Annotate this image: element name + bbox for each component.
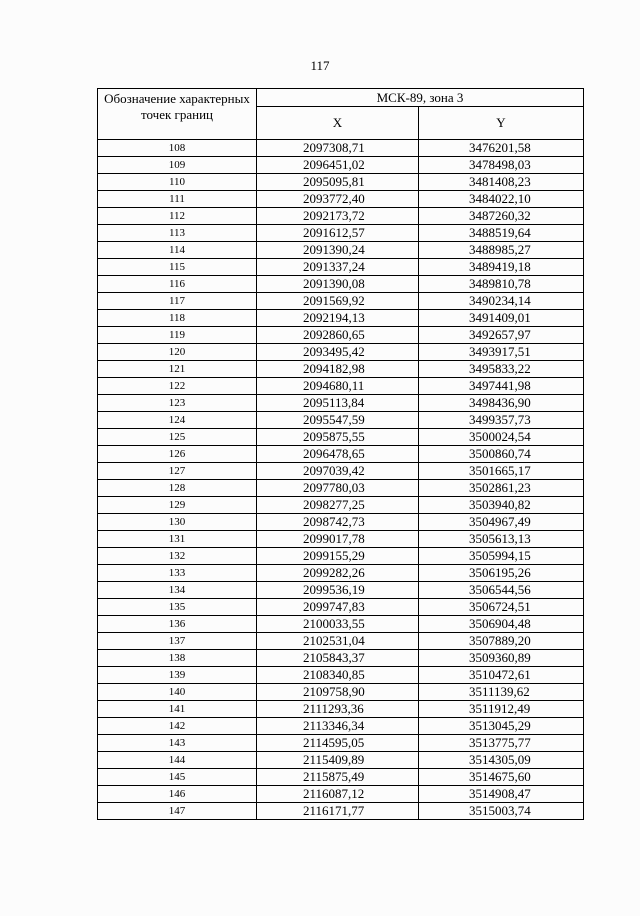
- table-row: [98, 582, 584, 599]
- y-coordinate: 3500024,54: [419, 429, 584, 446]
- header-designation: Обозначение характерных точек границ: [98, 89, 257, 140]
- x-coordinate: 2094680,11: [257, 378, 419, 395]
- y-coordinate: 3500860,74: [419, 446, 584, 463]
- y-coordinate: 3497441,98: [419, 378, 584, 395]
- table-row: [98, 701, 584, 718]
- y-coordinate: 3476201,58: [419, 140, 584, 157]
- y-coordinate: 3489810,78: [419, 276, 584, 293]
- y-coordinate: 3481408,23: [419, 174, 584, 191]
- x-coordinate: 2095547,59: [257, 412, 419, 429]
- y-coordinate: 3504967,49: [419, 514, 584, 531]
- x-coordinate: 2093495,42: [257, 344, 419, 361]
- point-number: 137: [98, 633, 257, 650]
- table-row: [98, 276, 584, 293]
- y-coordinate: 3489419,18: [419, 259, 584, 276]
- table-row: [98, 599, 584, 616]
- point-number: 125: [98, 429, 257, 446]
- table-row: [98, 480, 584, 497]
- x-coordinate: 2105843,37: [257, 650, 419, 667]
- point-number: 146: [98, 786, 257, 803]
- table-row: [98, 293, 584, 310]
- point-number: 127: [98, 463, 257, 480]
- table-row: [98, 667, 584, 684]
- y-coordinate: 3515003,74: [419, 803, 584, 820]
- table-row: [98, 174, 584, 191]
- table-row: [98, 361, 584, 378]
- y-coordinate: 3478498,03: [419, 157, 584, 174]
- table-row: [98, 769, 584, 786]
- x-coordinate: 2099282,26: [257, 565, 419, 582]
- table-row: [98, 565, 584, 582]
- y-coordinate: 3498436,90: [419, 395, 584, 412]
- table-row: [98, 497, 584, 514]
- table-row: [98, 514, 584, 531]
- coordinates-table: [97, 88, 584, 820]
- point-number: 120: [98, 344, 257, 361]
- x-coordinate: 2091612,57: [257, 225, 419, 242]
- table-row: [98, 395, 584, 412]
- point-number: 141: [98, 701, 257, 718]
- point-number: 114: [98, 242, 257, 259]
- y-coordinate: 3502861,23: [419, 480, 584, 497]
- y-coordinate: 3501665,17: [419, 463, 584, 480]
- point-number: 132: [98, 548, 257, 565]
- x-coordinate: 2115875,49: [257, 769, 419, 786]
- table-row: [98, 803, 584, 820]
- y-coordinate: 3514908,47: [419, 786, 584, 803]
- y-coordinate: 3514305,09: [419, 752, 584, 769]
- x-coordinate: 2091390,08: [257, 276, 419, 293]
- table-row: [98, 531, 584, 548]
- point-number: 111: [98, 191, 257, 208]
- table-row: [98, 327, 584, 344]
- table-row: [98, 378, 584, 395]
- table-row: [98, 344, 584, 361]
- x-coordinate: 2096451,02: [257, 157, 419, 174]
- point-number: 142: [98, 718, 257, 735]
- table-row: [98, 752, 584, 769]
- x-coordinate: 2099017,78: [257, 531, 419, 548]
- table-row: [98, 157, 584, 174]
- x-coordinate: 2111293,36: [257, 701, 419, 718]
- x-coordinate: 2116087,12: [257, 786, 419, 803]
- y-coordinate: 3513045,29: [419, 718, 584, 735]
- x-coordinate: 2094182,98: [257, 361, 419, 378]
- header-y: Y: [419, 107, 584, 140]
- point-number: 131: [98, 531, 257, 548]
- table-body: [98, 140, 584, 820]
- y-coordinate: 3513775,77: [419, 735, 584, 752]
- point-number: 122: [98, 378, 257, 395]
- point-number: 138: [98, 650, 257, 667]
- point-number: 108: [98, 140, 257, 157]
- point-number: 115: [98, 259, 257, 276]
- x-coordinate: 2095113,84: [257, 395, 419, 412]
- y-coordinate: 3511139,62: [419, 684, 584, 701]
- x-coordinate: 2108340,85: [257, 667, 419, 684]
- y-coordinate: 3491409,01: [419, 310, 584, 327]
- table-row: [98, 616, 584, 633]
- x-coordinate: 2095095,81: [257, 174, 419, 191]
- y-coordinate: 3509360,89: [419, 650, 584, 667]
- y-coordinate: 3514675,60: [419, 769, 584, 786]
- header-x: X: [257, 107, 419, 140]
- x-coordinate: 2097039,42: [257, 463, 419, 480]
- point-number: 129: [98, 497, 257, 514]
- point-number: 118: [98, 310, 257, 327]
- point-number: 113: [98, 225, 257, 242]
- point-number: 128: [98, 480, 257, 497]
- x-coordinate: 2113346,34: [257, 718, 419, 735]
- point-number: 135: [98, 599, 257, 616]
- y-coordinate: 3495833,22: [419, 361, 584, 378]
- table-row: [98, 786, 584, 803]
- x-coordinate: 2092194,13: [257, 310, 419, 327]
- point-number: 144: [98, 752, 257, 769]
- point-number: 140: [98, 684, 257, 701]
- point-number: 145: [98, 769, 257, 786]
- table-row: [98, 225, 584, 242]
- page-number: 117: [310, 58, 330, 73]
- x-coordinate: 2095875,55: [257, 429, 419, 446]
- x-coordinate: 2092173,72: [257, 208, 419, 225]
- table-row: [98, 735, 584, 752]
- x-coordinate: 2100033,55: [257, 616, 419, 633]
- y-coordinate: 3487260,32: [419, 208, 584, 225]
- y-coordinate: 3506904,48: [419, 616, 584, 633]
- x-coordinate: 2098742,73: [257, 514, 419, 531]
- table-row: [98, 684, 584, 701]
- x-coordinate: 2091337,24: [257, 259, 419, 276]
- y-coordinate: 3507889,20: [419, 633, 584, 650]
- table-row: [98, 140, 584, 157]
- y-coordinate: 3510472,61: [419, 667, 584, 684]
- x-coordinate: 2115409,89: [257, 752, 419, 769]
- table-row: [98, 412, 584, 429]
- y-coordinate: 3506544,56: [419, 582, 584, 599]
- point-number: 133: [98, 565, 257, 582]
- x-coordinate: 2097308,71: [257, 140, 419, 157]
- table-row: [98, 633, 584, 650]
- point-number: 139: [98, 667, 257, 684]
- table-row: [98, 310, 584, 327]
- table-row: [98, 650, 584, 667]
- y-coordinate: 3484022,10: [419, 191, 584, 208]
- x-coordinate: 2109758,90: [257, 684, 419, 701]
- point-number: 143: [98, 735, 257, 752]
- point-number: 147: [98, 803, 257, 820]
- x-coordinate: 2091390,24: [257, 242, 419, 259]
- y-coordinate: 3506724,51: [419, 599, 584, 616]
- y-coordinate: 3488519,64: [419, 225, 584, 242]
- point-number: 136: [98, 616, 257, 633]
- point-number: 110: [98, 174, 257, 191]
- x-coordinate: 2114595,05: [257, 735, 419, 752]
- x-coordinate: 2092860,65: [257, 327, 419, 344]
- x-coordinate: 2102531,04: [257, 633, 419, 650]
- table-row: [98, 463, 584, 480]
- x-coordinate: 2091569,92: [257, 293, 419, 310]
- x-coordinate: 2116171,77: [257, 803, 419, 820]
- point-number: 116: [98, 276, 257, 293]
- x-coordinate: 2099747,83: [257, 599, 419, 616]
- y-coordinate: 3490234,14: [419, 293, 584, 310]
- point-number: 123: [98, 395, 257, 412]
- table-row: [98, 191, 584, 208]
- x-coordinate: 2096478,65: [257, 446, 419, 463]
- x-coordinate: 2098277,25: [257, 497, 419, 514]
- x-coordinate: 2099155,29: [257, 548, 419, 565]
- header-zone: МСК-89, зона 3: [257, 89, 584, 107]
- y-coordinate: 3488985,27: [419, 242, 584, 259]
- point-number: 112: [98, 208, 257, 225]
- y-coordinate: 3511912,49: [419, 701, 584, 718]
- point-number: 134: [98, 582, 257, 599]
- table-row: [98, 242, 584, 259]
- y-coordinate: 3505613,13: [419, 531, 584, 548]
- point-number: 126: [98, 446, 257, 463]
- table-row: [98, 429, 584, 446]
- table-row: [98, 718, 584, 735]
- y-coordinate: 3505994,15: [419, 548, 584, 565]
- y-coordinate: 3499357,73: [419, 412, 584, 429]
- y-coordinate: 3503940,82: [419, 497, 584, 514]
- point-number: 119: [98, 327, 257, 344]
- point-number: 117: [98, 293, 257, 310]
- table-row: [98, 208, 584, 225]
- point-number: 130: [98, 514, 257, 531]
- x-coordinate: 2097780,03: [257, 480, 419, 497]
- x-coordinate: 2099536,19: [257, 582, 419, 599]
- y-coordinate: 3493917,51: [419, 344, 584, 361]
- point-number: 109: [98, 157, 257, 174]
- x-coordinate: 2093772,40: [257, 191, 419, 208]
- table-row: [98, 259, 584, 276]
- point-number: 124: [98, 412, 257, 429]
- table-row: [98, 548, 584, 565]
- table-row: [98, 446, 584, 463]
- y-coordinate: 3506195,26: [419, 565, 584, 582]
- y-coordinate: 3492657,97: [419, 327, 584, 344]
- point-number: 121: [98, 361, 257, 378]
